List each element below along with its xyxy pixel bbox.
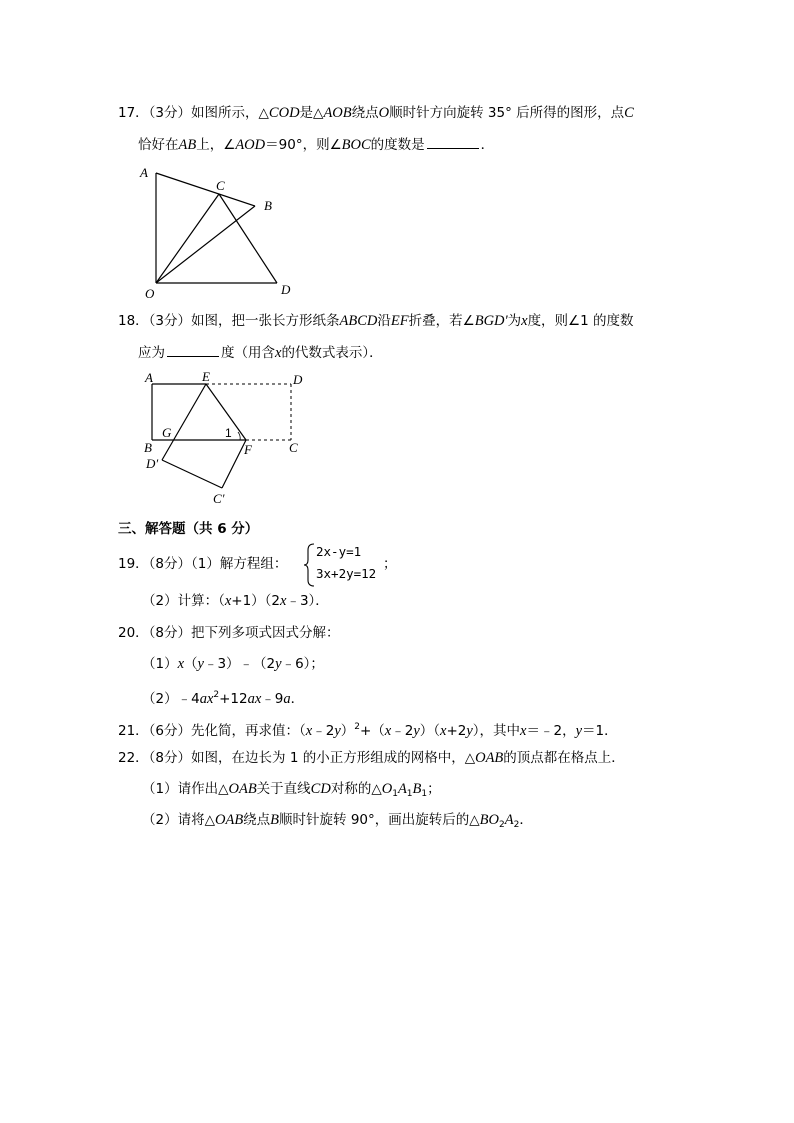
label-D: D <box>293 372 303 387</box>
section-heading: 三、解答题（共 6 分） <box>118 521 259 537</box>
q20-part1: （1）x（y﹣3）﹣（2y﹣6）； <box>142 656 324 672</box>
label-B: B <box>144 440 152 455</box>
q20-number: 20．（8分） <box>118 625 192 641</box>
q22-line1: 22．（8分）如图，在边长为 1 的小正方形组成的网格中，△OAB的顶点都在格点上． <box>118 750 625 766</box>
q19-line1: 19．（8分）（1）解方程组： <box>118 556 288 572</box>
label-O: O <box>145 286 155 301</box>
q18-line1: 18．（3分）如图，把一张长方形纸条ABCD沿EF折叠，若∠BGD'为x度，则∠1 的度数 <box>118 313 634 329</box>
label-D: D <box>281 282 291 297</box>
q19-part2: （2）计算：（x+1）（2x﹣3）． <box>142 593 329 609</box>
q22-number: 22．（8分） <box>118 750 192 766</box>
label-C: C <box>216 178 225 193</box>
q21-number: 21．（6分） <box>118 723 192 739</box>
label-E: E <box>202 369 210 384</box>
label-B: B <box>264 198 272 213</box>
q17-line2: 恰好在AB上，∠AOD＝90°，则∠BOC的度数是 ． <box>138 137 495 153</box>
q20-part2: $(2)﹣4ax^2+12ax﹣9a$． <box>142 690 305 707</box>
q19-p1-end: ； <box>383 556 397 572</box>
label-G: G <box>162 425 172 440</box>
label-F: F <box>244 442 252 457</box>
label-C: C <box>289 440 298 455</box>
label-A: A <box>140 165 148 180</box>
q17-line1: 17．（3分）如图所示，△COD是△AOB绕点O顺时针方向旋转 35° 后所得的图形，点C <box>118 105 634 121</box>
q21-line1: 21．（6分）先化简，再求值：（x﹣2y）$^2$+（x﹣2y）（x+2y），其中x＝﹣2，y＝1． <box>118 722 618 739</box>
label-angle-1: 1 <box>225 426 232 440</box>
q20-line1: 20．（8分）把下列多项式因式分解： <box>118 625 340 641</box>
q17-number: 17．（3分） <box>118 105 192 121</box>
label-A: A <box>145 370 153 385</box>
q18-number: 18．（3分） <box>118 313 192 329</box>
equation-2: 3x+2y=12 <box>316 566 377 581</box>
label-D-prime: D′ <box>146 456 159 471</box>
equation-1: 2x-y=1 <box>316 544 362 559</box>
q22-part1: （1）请作出△OAB关于直线CD对称的$\triangle O_1A_1B_1$； <box>142 781 441 799</box>
q22-part2: （2）请将△OAB绕点B顺时针旋转 90°，画出旋转后的$\triangle BO_2A_2$． <box>142 812 533 830</box>
label-C-prime: C′ <box>213 491 225 506</box>
q19-number: 19．（8分） <box>118 556 192 572</box>
q18-line2: 应为 度（用含x的代数式表示）． <box>138 345 383 361</box>
